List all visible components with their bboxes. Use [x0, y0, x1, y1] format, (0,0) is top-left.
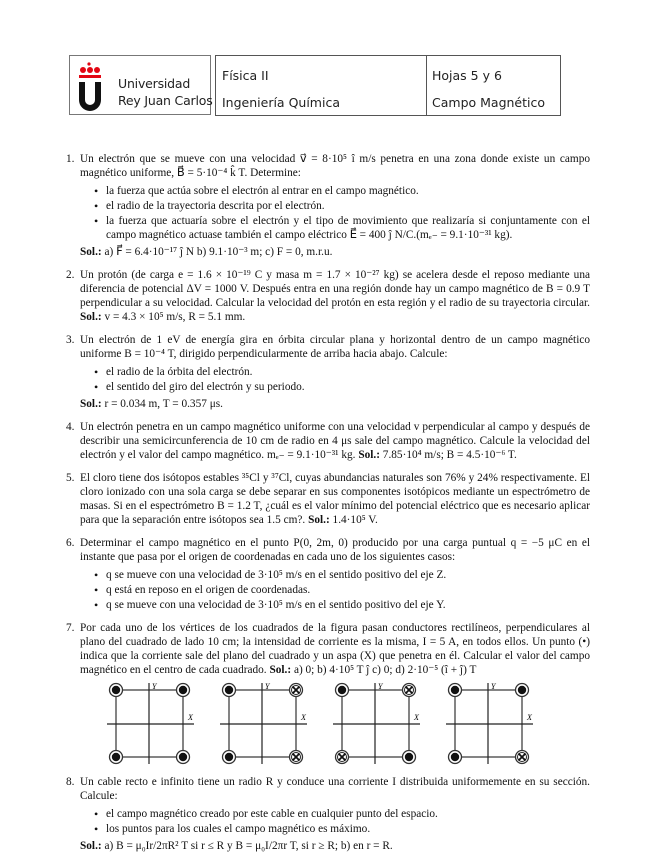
solution-text: a) B = μ₀Ir/2πR² T si r ≤ R y B = μ₀I/2πr T, si r ≥ R; b) en r = R.	[104, 840, 393, 852]
current-out-dot-icon	[403, 751, 416, 764]
header-table	[215, 55, 561, 116]
problem-3	[66, 333, 590, 411]
current-out-dot-icon	[336, 684, 349, 697]
current-out-dot-icon	[223, 684, 236, 697]
current-in-cross-icon	[290, 684, 303, 697]
problem-number: 2.	[66, 269, 75, 281]
x-axis-label: X	[527, 713, 532, 722]
current-in-cross-icon	[336, 751, 349, 764]
y-axis-label: Y	[491, 682, 496, 691]
problem-text: Un protón (de carga e = 1.6 × 10⁻¹⁹ C y masa m = 1.7 × 10⁻²⁷ kg) se acelera desde el reposo mediante una diferencia de potencial ΔV = 1000 V. Después entra en una región donde hay un campo magnético de B = 0.9 T perpendicular a su velocidad. Calcular la velocidad del protón en esta región y el radio de su trayectoria circular.	[80, 269, 590, 309]
problem-text: Un cable recto e infinito tiene un radio R y conduce una corriente I distribuida uniformemente en su sección. Calcule:	[80, 776, 590, 802]
solution-text: v = 4.3 × 10⁵ m/s, R = 5.1 mm.	[104, 311, 246, 323]
bullet-item: • el campo magnético creado por este cable en cualquier punto del espacio.	[106, 807, 590, 821]
bullet-item: • el radio de la órbita del electrón.	[106, 365, 590, 379]
problem-text: El cloro tiene dos isótopos estables ³⁵Cl y ³⁷Cl, cuyas abundancias naturales son 76% y 24% respectivamente. El cloro ionizado con una sola carga se debe separar en sus componentes isotópicos mediante un espectrómetro de masas. Si en el espectrómetro B = 1.2 T, ¿cuál es el valor mínimo del potencial eléctrico que es necesario aplicar para que la separación entre isótopos sea 1.5 cm?.	[80, 472, 590, 526]
square-figure-b	[217, 680, 312, 766]
solution-text: 7.85·10⁴ m/s; B = 4.5·10⁻⁶ T.	[382, 449, 517, 461]
bullet-item: • q se mueve con una velocidad de 3·10⁵ m/s en el sentido positivo del eje Z.	[106, 568, 590, 582]
problem-text: Un electrón que se mueve con una velocidad v⃗ = 8·10⁵ î m/s penetra en una zona donde existe un campo magnético uniforme, B⃗ = 5·10⁻⁴ k̂ T. Determine:	[80, 153, 590, 179]
y-axis-label: Y	[152, 682, 157, 691]
current-out-dot-icon	[449, 684, 462, 697]
problem-2	[66, 268, 590, 324]
course-name: Física II	[222, 68, 269, 83]
solution-label: Sol.:	[269, 664, 292, 676]
y-axis-label: Y	[265, 682, 270, 691]
square-figure-a	[104, 680, 199, 766]
current-out-dot-icon	[449, 751, 462, 764]
bullet-item: • los puntos para los cuales el campo magnético es máximo.	[106, 822, 590, 836]
problem-text: Determinar el campo magnético en el punto P(0, 2m, 0) producido por una carga puntual q = −5 μC en el instante que pasa por el origen de coordenadas en cada uno de los siguientes casos:	[80, 537, 590, 563]
logo-crown-icon	[78, 60, 112, 112]
problem-text: Un electrón penetra en un campo magnético uniforme con una velocidad v perpendicular al campo y después de describir una semicircunferencia de 10 cm de radio en 4 μs sale del campo magnético. Calcule la velocidad del electrón y el valor del campo magnético. mₑ₋ = 9.1·10⁻³¹ kg.	[80, 421, 590, 461]
problem-8	[66, 775, 590, 853]
current-out-dot-icon	[110, 751, 123, 764]
current-out-dot-icon	[177, 751, 190, 764]
current-out-dot-icon	[110, 684, 123, 697]
solution-text: a) F⃗ = 6.4·10⁻¹⁷ ĵ N b) 9.1·10⁻³ m; c) F = 0, m.r.u.	[104, 246, 333, 258]
problem-number: 4.	[66, 421, 75, 433]
problem-7	[66, 621, 590, 766]
bullet-item: • el sentido del giro del electrón y su periodo.	[106, 380, 590, 394]
solution-text: r = 0.034 m, T = 0.357 μs.	[104, 398, 223, 410]
current-in-cross-icon	[516, 751, 529, 764]
problem-4	[66, 420, 590, 462]
current-out-dot-icon	[223, 751, 236, 764]
square-figure-d	[443, 680, 538, 766]
problem-number: 7.	[66, 622, 75, 634]
solution-text: a) 0; b) 4·10⁵ T ĵ c) 0; d) 2·10⁻⁵ (î + ĵ) T	[293, 664, 477, 676]
current-in-cross-icon	[403, 684, 416, 697]
x-axis-label: X	[188, 713, 193, 722]
problem-text: Un electrón de 1 eV de energía gira en órbita circular plana y horizontal dentro de un campo magnético uniforme B = 10⁻⁴ T, dirigido perpendicularmente de arriba hacia abajo. Calcule:	[80, 334, 590, 360]
problem-number: 5.	[66, 472, 75, 484]
problem-number: 6.	[66, 537, 75, 549]
current-in-cross-icon	[290, 751, 303, 764]
y-axis-label: Y	[378, 682, 383, 691]
solution-label: Sol.:	[80, 311, 102, 323]
solution-label: Sol.:	[80, 398, 102, 410]
logo-line-1: Universidad	[118, 76, 191, 91]
square-figure-c	[330, 680, 425, 766]
problem-1	[66, 152, 590, 259]
problem-6	[66, 536, 590, 612]
bullet-item: • la fuerza que actúa sobre el electrón al entrar en el campo magnético.	[106, 184, 590, 198]
solution-label: Sol.:	[358, 449, 380, 461]
sheet-number: Hojas 5 y 6	[432, 68, 502, 83]
figure-row	[104, 680, 590, 766]
problem-number: 8.	[66, 776, 75, 788]
logo-line-2: Rey Juan Carlos	[118, 93, 213, 108]
x-axis-label: X	[414, 713, 419, 722]
bullet-item: • la fuerza que actuaría sobre el electrón y el tipo de movimiento que realizaría si conjuntamente con el campo magnético actuase también el campo eléctrico E⃗ = 400 ĵ N/C.(mₑ₋ = 9.1·10⁻³¹ kg).	[106, 214, 590, 242]
current-out-dot-icon	[516, 684, 529, 697]
problem-5	[66, 471, 590, 527]
problem-number: 3.	[66, 334, 75, 346]
current-out-dot-icon	[177, 684, 190, 697]
topic-name: Campo Magnético	[432, 95, 546, 110]
bullet-item: • el radio de la trayectoria descrita por el electrón.	[106, 199, 590, 213]
solution-text: 1.4·10⁵ V.	[332, 514, 378, 526]
solution-label: Sol.:	[308, 514, 330, 526]
problem-number: 1.	[66, 153, 75, 165]
solution-label: Sol.:	[80, 840, 102, 852]
solution-label: Sol.:	[80, 246, 102, 258]
bullet-item: • q se mueve con una velocidad de 3·10⁵ m/s en el sentido positivo del eje Y.	[106, 598, 590, 612]
degree-name: Ingeniería Química	[222, 95, 340, 110]
problem-list	[66, 152, 590, 862]
problem-text: Por cada uno de los vértices de los cuadrados de la figura pasan conductores rectilíneos, perpendiculares al plano del cuadrado de lado 10 cm; la intensidad de corriente es la misma, I = 5 A, en todos ellos. Un punto (•) indica que la corriente sale del plano del cuadrado y un aspa (X) que penetra en él. Calcular el valor del campo magnético en el centro de cada cuadrado.	[80, 622, 590, 676]
university-logo	[69, 55, 211, 115]
bullet-item: • q está en reposo en el origen de coordenadas.	[106, 583, 590, 597]
x-axis-label: X	[301, 713, 306, 722]
